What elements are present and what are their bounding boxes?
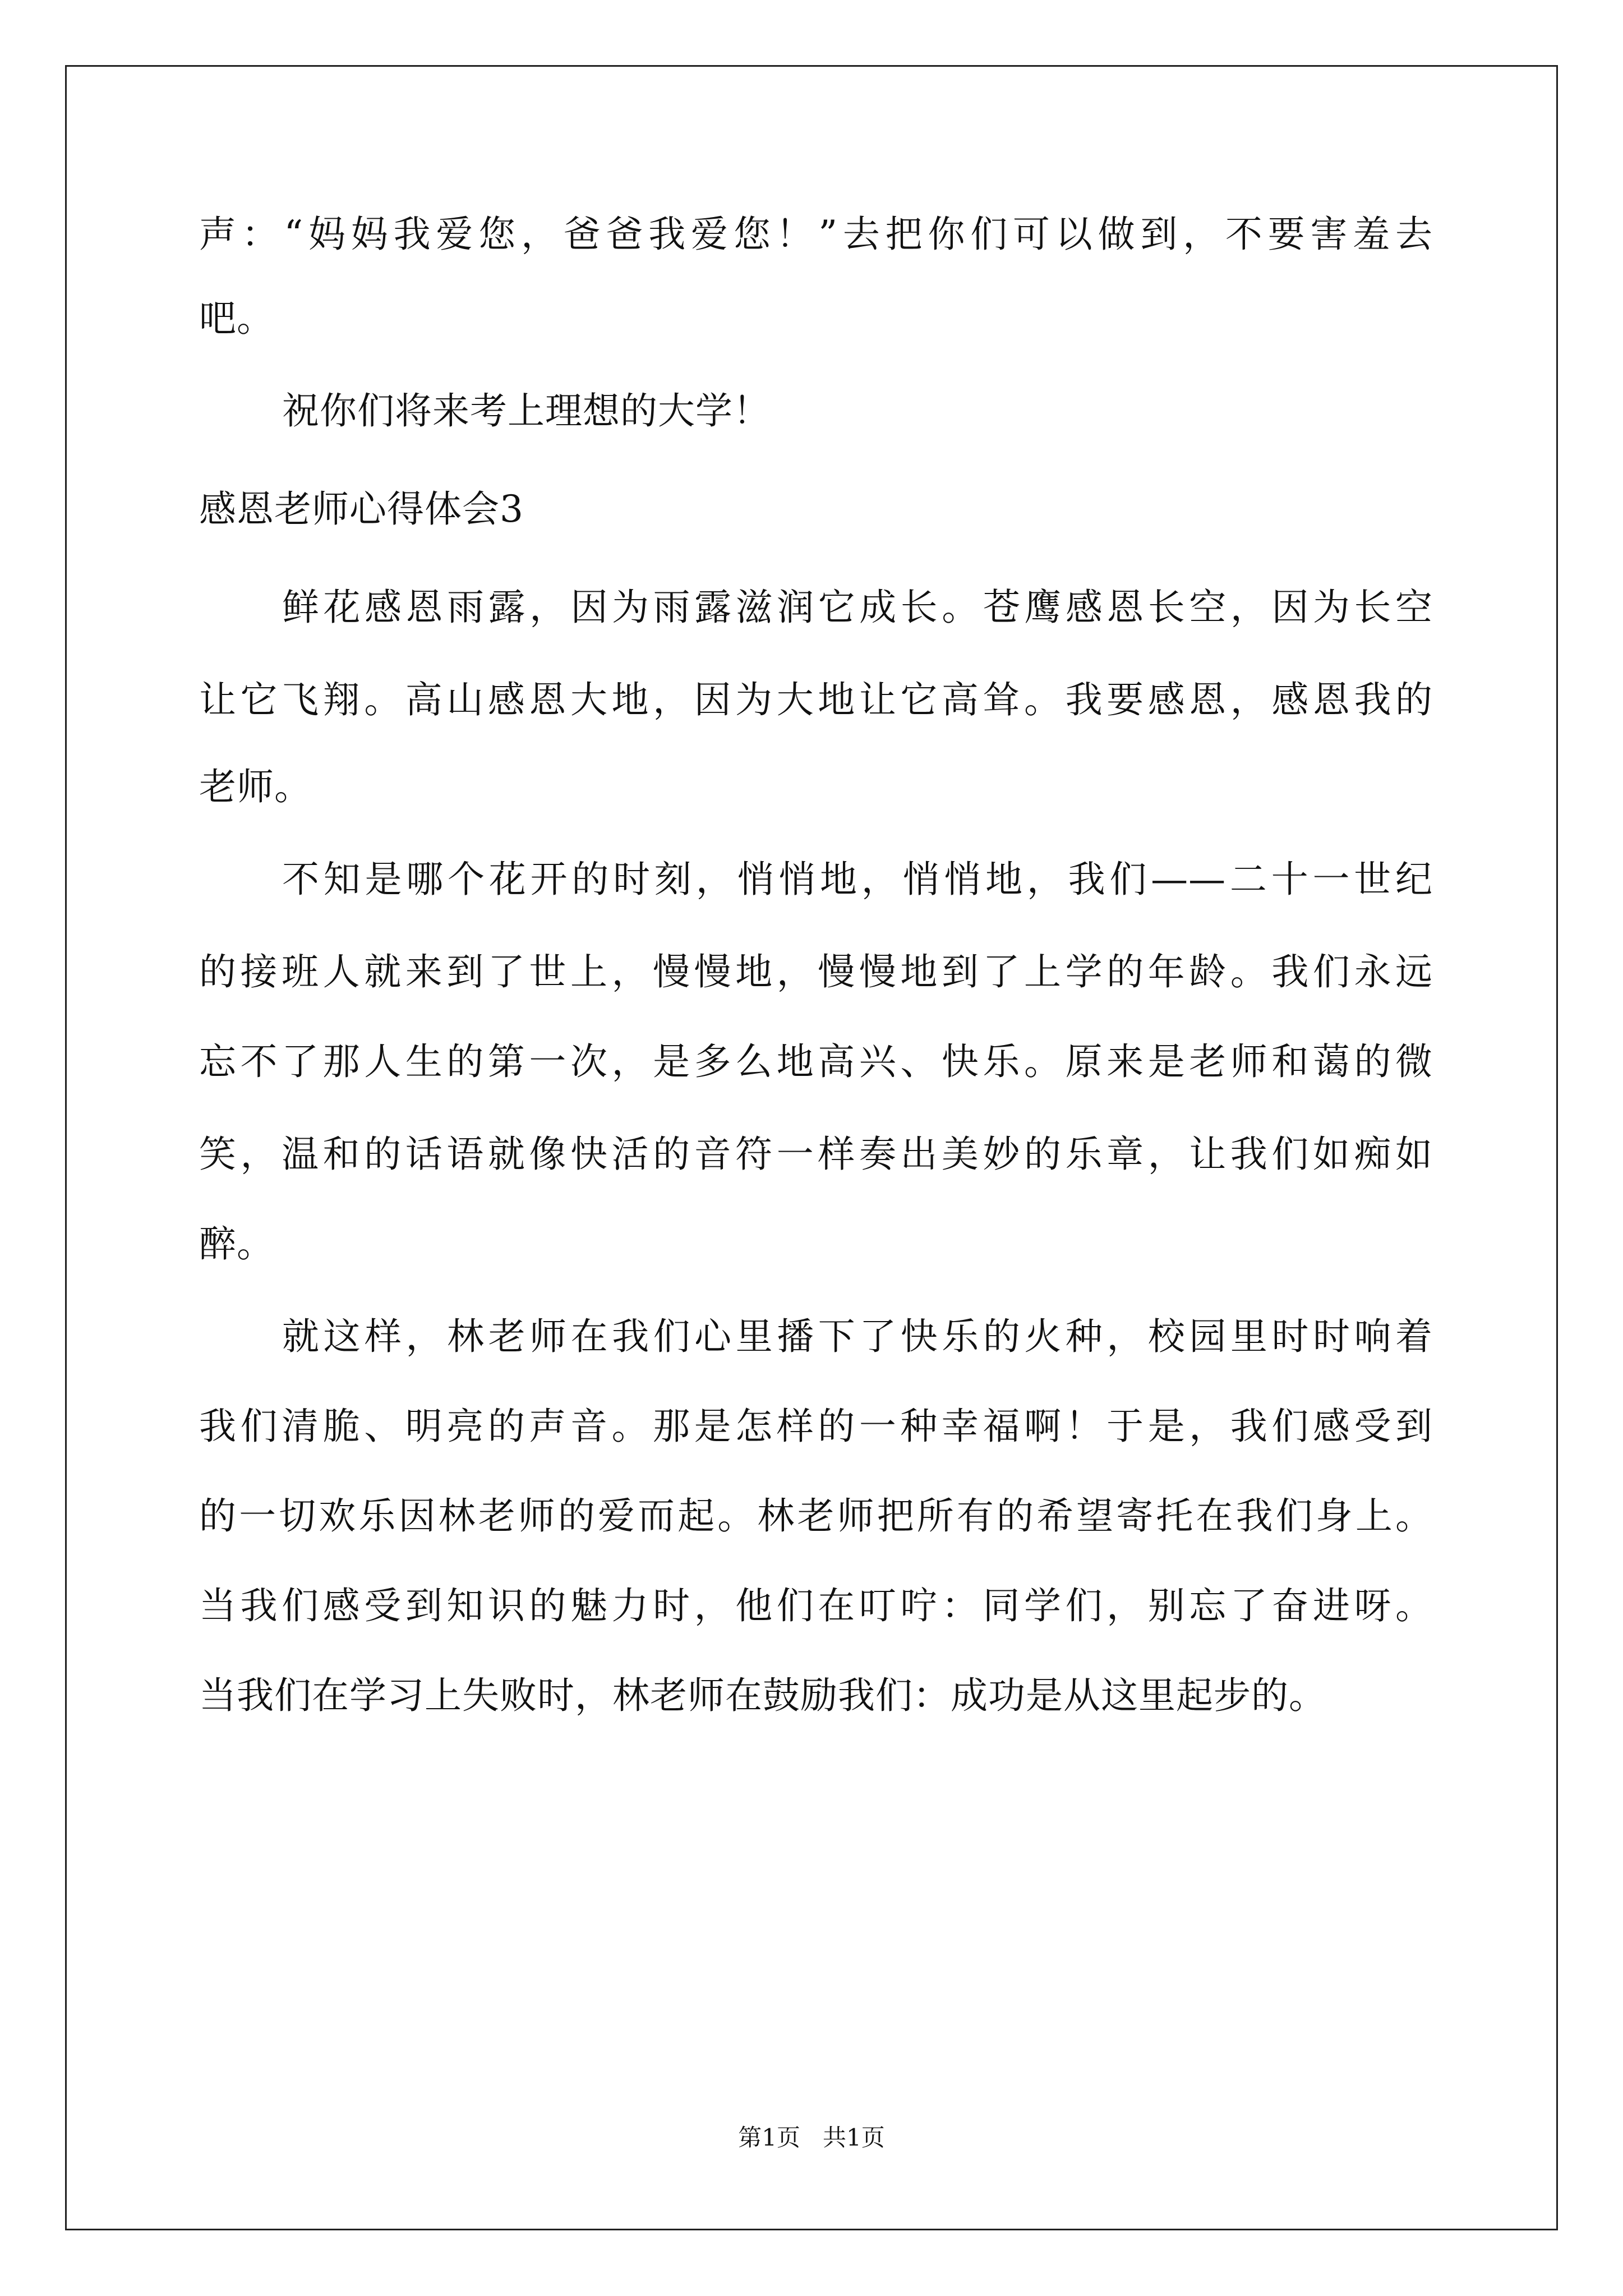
- paragraph-line: 让它飞翔。高山感恩大地，因为大地让它高耸。我要感恩，感恩我的: [199, 678, 1433, 721]
- paragraph-line: 我们清脆、明亮的声音。那是怎样的一种幸福啊！于是，我们感受到: [199, 1405, 1433, 1448]
- paragraph-line: 不知是哪个花开的时刻，悄悄地，悄悄地，我们——二十一世纪: [282, 858, 1433, 901]
- paragraph-line: 祝你们将来考上理想的大学！: [282, 389, 771, 432]
- paragraph-line: 的一切欢乐因林老师的爱而起。林老师把所有的希望寄托在我们身上。: [199, 1494, 1433, 1538]
- paragraph-line: 声：“妈妈我爱您，爸爸我爱您！”去把你们可以做到，不要害羞去: [199, 213, 1433, 256]
- paragraph-line: 老师。: [199, 765, 312, 808]
- paragraph-line: 忘不了那人生的第一次，是多么地高兴、快乐。原来是老师和蔼的微: [199, 1040, 1433, 1083]
- paragraph-line: 的接班人就来到了世上，慢慢地，慢慢地到了上学的年龄。我们永远: [199, 950, 1433, 993]
- paragraph-line: 吧。: [199, 297, 274, 340]
- paragraph-line: 就这样，林老师在我们心里播下了快乐的火种，校园里时时响着: [282, 1315, 1433, 1358]
- paragraph-line: 醉。: [199, 1222, 274, 1266]
- paragraph-line: 笑，温和的话语就像快活的音符一样奏出美妙的乐章，让我们如痴如: [199, 1133, 1433, 1176]
- page-footer: [0, 2126, 1623, 2150]
- paragraph-line: 当我们感受到知识的魅力时，他们在叮咛：同学们，别忘了奋进呀。: [199, 1584, 1433, 1627]
- paragraph-line: 鲜花感恩雨露，因为雨露滋润它成长。苍鹰感恩长空，因为长空: [282, 586, 1433, 629]
- paragraph-line: 当我们在学习上失败时，林老师在鼓励我们：成功是从这里起步的。: [199, 1674, 1326, 1717]
- page-number: 第1页 共1页: [738, 2124, 885, 2151]
- section-heading: 感恩老师心得体会3: [199, 487, 524, 531]
